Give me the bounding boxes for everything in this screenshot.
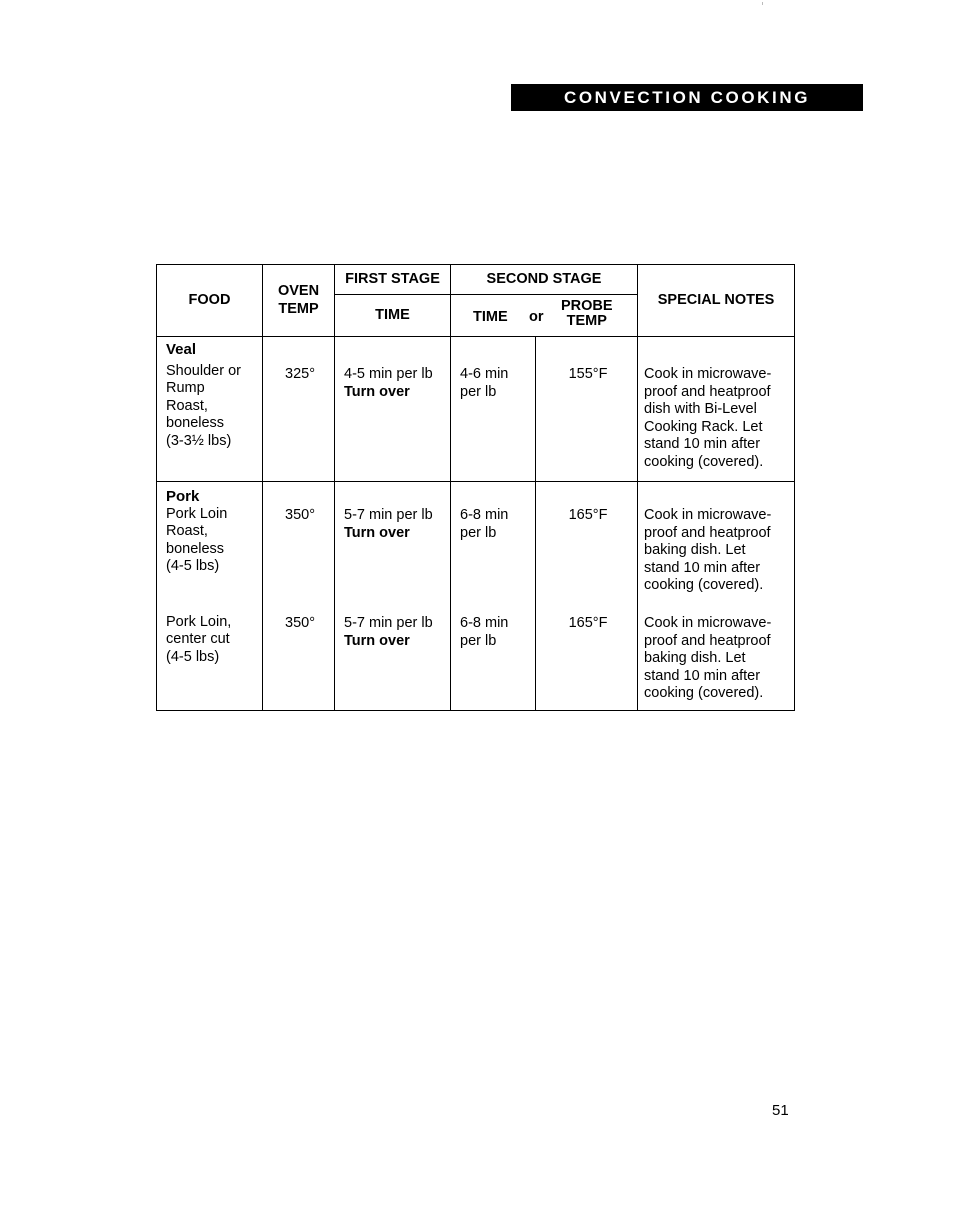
first-stage-time: 4-5 min per lb [344, 366, 433, 382]
note-line: Cook in microwave- [644, 507, 772, 523]
header-special-notes: SPECIAL NOTES [638, 265, 795, 337]
note-line: cooking (covered). [644, 685, 764, 701]
note-line: baking dish. Let [644, 542, 746, 558]
cell-oven-temp-pork [263, 482, 335, 711]
note-line: proof and heatproof [644, 632, 771, 649]
food-line: Roast, [166, 397, 208, 414]
header-probe-temp-line2: TEMP [566, 313, 607, 329]
food-line: Roast, [166, 523, 208, 539]
note-line: Cook in microwave- [644, 366, 772, 382]
probe-temp-value: 155°F [568, 366, 608, 382]
header-oven-temp-line1: OVEN [277, 283, 320, 299]
probe-temp-value: 165°F [568, 615, 608, 631]
header-or: or [529, 309, 544, 325]
cell-first-stage-time-pork [335, 482, 451, 711]
header-second-stage-time: TIME [473, 309, 508, 325]
food-line: Pork Loin [166, 505, 228, 522]
header-oven-temp-line2: TEMP [278, 300, 319, 317]
header-probe-temp [561, 299, 613, 329]
note-line: stand 10 min after [644, 667, 761, 684]
oven-temp-value: 350° [285, 615, 315, 631]
table-row-veal [157, 337, 795, 482]
second-stage-time-line: 6-8 min [460, 615, 509, 631]
header-first-stage: FIRST STAGE [335, 265, 451, 295]
convection-cooking-table [156, 264, 795, 711]
food-line: Shoulder or [166, 362, 241, 379]
section-title-banner: CONVECTION COOKING [511, 84, 863, 111]
note-line: proof and heatproof [644, 383, 771, 400]
food-group-pork: Pork [166, 488, 200, 505]
table-row-pork [157, 482, 795, 711]
note-line: stand 10 min after [644, 559, 761, 576]
first-stage-time: 5-7 min per lb [344, 615, 433, 631]
note-line: cooking (covered). [644, 577, 764, 593]
note-line: cooking (covered). [644, 453, 764, 470]
cell-oven-temp-veal [263, 337, 335, 482]
turn-over-note: Turn over [344, 383, 410, 400]
food-line: (4-5 lbs) [166, 648, 220, 665]
food-group-veal: Veal [166, 341, 197, 358]
cell-first-stage-time-veal [335, 337, 451, 482]
food-line: boneless [166, 415, 225, 431]
second-stage-time-line: per lb [460, 383, 497, 400]
food-line: center cut [166, 631, 230, 647]
second-stage-time-line: per lb [460, 632, 497, 649]
header-probe-temp-line1: PROBE [561, 298, 613, 314]
oven-temp-value: 350° [285, 507, 315, 523]
page-number: 51 [772, 1102, 789, 1119]
probe-temp-value: 165°F [568, 507, 608, 523]
cell-probe-temp-veal [536, 337, 638, 482]
note-line: dish with Bi-Level [644, 401, 757, 417]
second-stage-time-line: 6-8 min [460, 507, 509, 523]
note-line: baking dish. Let [644, 650, 746, 666]
cell-second-stage-time-pork [451, 482, 536, 711]
header-oven-temp [263, 265, 335, 337]
cell-food-pork [157, 482, 263, 711]
header-first-stage-time: TIME [335, 295, 451, 337]
first-stage-time: 5-7 min per lb [344, 507, 433, 523]
second-stage-time-line: per lb [460, 524, 497, 541]
turn-over-note: Turn over [344, 524, 410, 541]
food-line: Pork Loin, [166, 613, 232, 630]
food-line: (3-3½ lbs) [166, 432, 232, 449]
food-line: (4-5 lbs) [166, 558, 220, 574]
note-line: Cooking Rack. Let [644, 418, 763, 435]
cell-food-veal [157, 337, 263, 482]
food-line: boneless [166, 540, 225, 557]
second-stage-time-line: 4-6 min [460, 366, 509, 382]
note-line: Cook in microwave- [644, 615, 772, 631]
oven-temp-value: 325° [285, 366, 315, 382]
scan-mark [762, 2, 763, 5]
header-food: FOOD [157, 265, 263, 337]
note-line: proof and heatproof [644, 524, 771, 541]
cell-special-notes-pork [638, 482, 795, 711]
note-line: stand 10 min after [644, 436, 761, 452]
cell-probe-temp-pork [536, 482, 638, 711]
header-second-stage: SECOND STAGE [451, 265, 638, 295]
header-second-stage-time-or-probe [451, 295, 638, 337]
cell-second-stage-time-veal [451, 337, 536, 482]
food-line: Rump [166, 380, 205, 396]
turn-over-note: Turn over [344, 632, 410, 649]
cell-special-notes-veal [638, 337, 795, 482]
